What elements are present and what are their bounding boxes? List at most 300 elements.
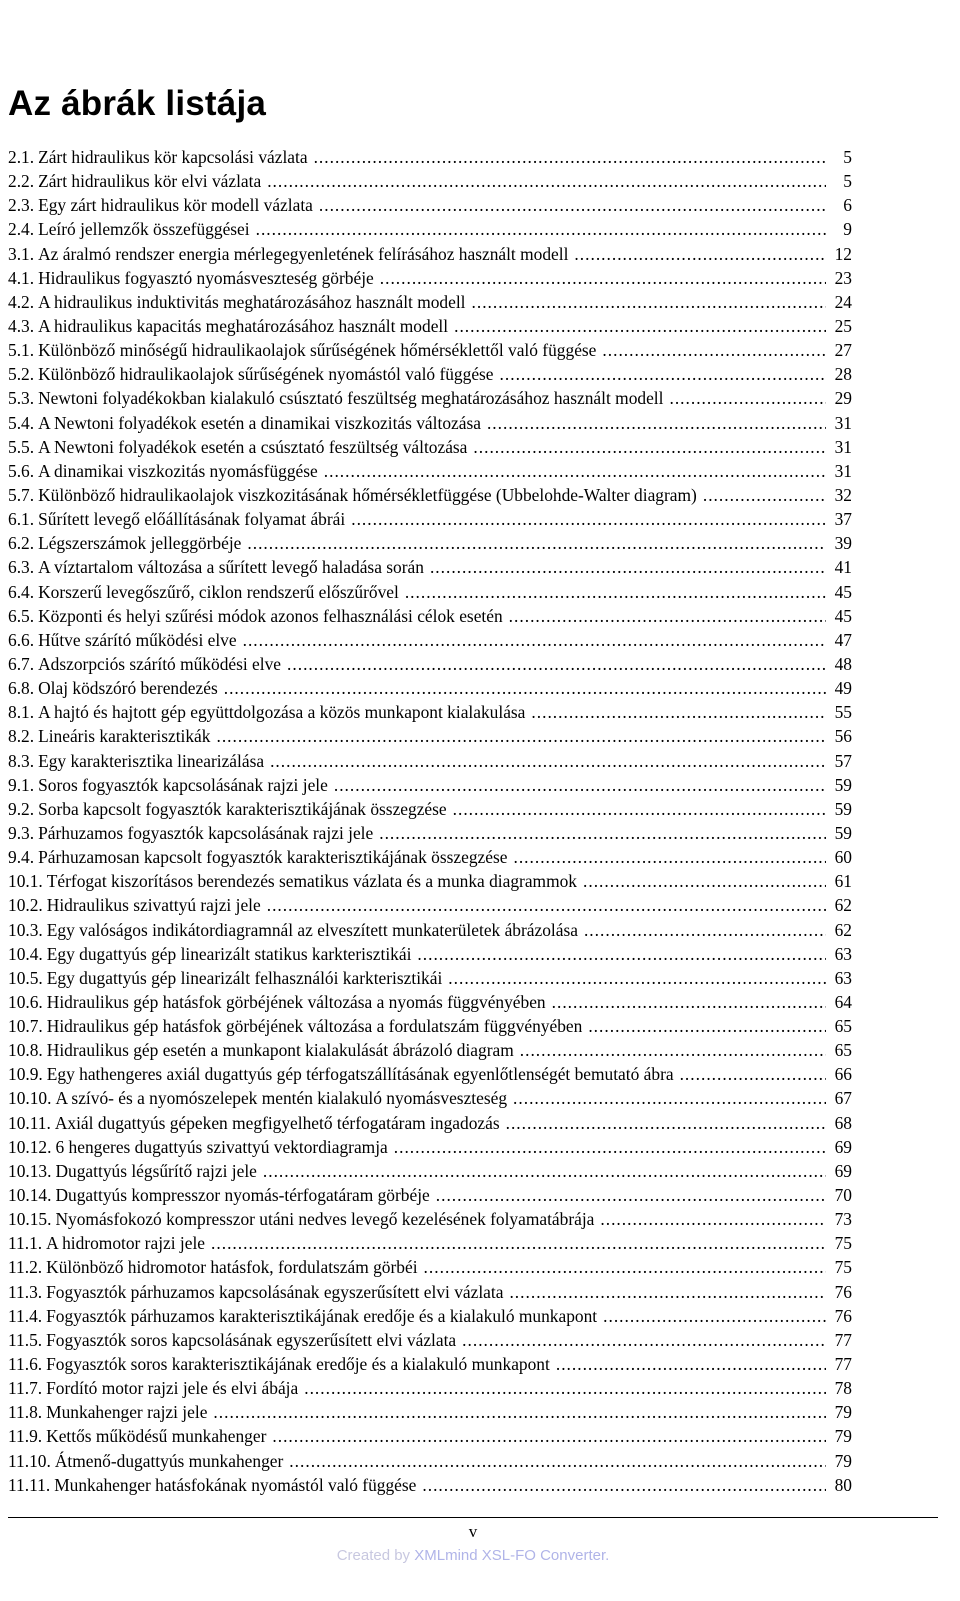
figure-list-entry[interactable] [8, 1207, 852, 1231]
figure-list-entry[interactable] [8, 797, 852, 821]
dot-leader [213, 1400, 826, 1424]
figure-list-entry[interactable] [8, 1038, 852, 1062]
figure-entry-label [8, 386, 663, 410]
figure-number: 11.4. [8, 1305, 43, 1326]
figure-number: 9.1. [8, 774, 35, 795]
figure-page-number: 23 [834, 267, 852, 288]
dot-leader [600, 1207, 826, 1231]
figure-list-entry[interactable] [8, 628, 852, 652]
figure-page-number: 5 [843, 171, 852, 192]
figure-title: Egy valóságos indikátordiagramnál az elveszített munkaterületek ábrázolása [46, 919, 578, 940]
figure-list-entry[interactable] [8, 459, 852, 483]
figure-entry-label [8, 1280, 503, 1304]
figure-page-number: 56 [834, 726, 852, 747]
figure-title: Adszorpciós szárító működési elve [38, 653, 282, 674]
dot-leader [267, 893, 826, 917]
figure-number: 9.3. [8, 822, 35, 843]
figure-list-entry[interactable] [8, 773, 852, 797]
figure-entry-label [8, 918, 578, 942]
figure-entry-label [8, 1304, 597, 1328]
figure-title: Fogyasztók soros karakterisztikájának eredője és a kialakuló munkapont [46, 1354, 550, 1375]
figure-number: 5.5. [8, 436, 35, 457]
figure-number: 10.8. [8, 1040, 43, 1061]
figure-number: 10.1. [8, 871, 43, 892]
figure-number: 10.15. [8, 1209, 52, 1230]
figure-entry-label [8, 1207, 594, 1231]
figure-page-number: 55 [834, 702, 852, 723]
figure-entry-label [8, 483, 697, 507]
figure-number: 10.14. [8, 1185, 52, 1206]
figure-title: Párhuzamos fogyasztók kapcsolásának rajzi jele [38, 822, 374, 843]
figure-title: Hidraulikus gép hatásfok görbéjének változása a fordulatszám függvényében [46, 1016, 583, 1037]
figure-page-number: 45 [834, 605, 852, 626]
figure-page-number: 32 [834, 484, 852, 505]
figure-title: Különböző minőségű hidraulikaolajok sűrűségének hőmérséklettől való függése [38, 340, 597, 361]
figure-list-entry[interactable] [8, 1449, 852, 1473]
figure-entry-label [8, 821, 373, 845]
footer-credit-prefix: Created by [336, 1547, 415, 1564]
figure-entry-label [8, 700, 525, 724]
figure-number: 10.3. [8, 919, 43, 940]
dot-leader [472, 290, 826, 314]
dot-leader [473, 435, 826, 459]
figure-page-number: 79 [834, 1402, 852, 1423]
dot-leader [556, 1352, 826, 1376]
figure-number: 6.2. [8, 533, 35, 554]
figure-title: Központi és helyi szűrési módok azonos felhasználási célok esetén [38, 605, 503, 626]
figure-entry-label [8, 362, 494, 386]
figure-number: 11.7. [8, 1378, 43, 1399]
figure-list-entry[interactable] [8, 580, 852, 604]
footer-credit-brand-link[interactable]: XMLmind XSL-FO Converter. [414, 1547, 610, 1564]
figure-list-entry[interactable] [8, 145, 852, 169]
figure-number: 10.10. [8, 1088, 52, 1109]
figure-title: Légszerszámok jelleggörbéje [38, 533, 242, 554]
figure-page-number: 47 [834, 629, 852, 650]
figure-title: Egy hathengeres axiál dugattyús gép térfogatszállításának egyenlőtlenségét bemutató ábra [46, 1064, 674, 1085]
figure-page-number: 27 [834, 340, 852, 361]
figure-entry-label [8, 555, 424, 579]
figure-page-number: 77 [834, 1329, 852, 1350]
figure-number: 6.5. [8, 605, 35, 626]
figure-page-number: 9 [843, 219, 852, 240]
figure-number: 10.12. [8, 1136, 52, 1157]
figure-entry-label [8, 1062, 674, 1086]
figure-title: Sűrített levegő előállításának folyamat ábrái [38, 509, 346, 530]
figure-list-entry[interactable] [8, 1014, 852, 1038]
figure-entry-label [8, 169, 261, 193]
figure-entry-label [8, 266, 374, 290]
dot-leader [216, 724, 826, 748]
figure-number: 5.6. [8, 460, 35, 481]
figure-number: 2.2. [8, 171, 35, 192]
figure-number: 10.4. [8, 943, 43, 964]
figure-list-entry[interactable] [8, 169, 852, 193]
figure-title: Egy dugattyús gép linearizált felhasználói karkterisztikái [46, 967, 443, 988]
figure-list-entry[interactable] [8, 604, 852, 628]
figure-entry-label [8, 604, 503, 628]
figure-list-entry[interactable] [8, 1473, 852, 1497]
figure-page-number: 5 [843, 147, 852, 167]
figure-number: 2.3. [8, 195, 35, 216]
figure-entry-label [8, 1111, 500, 1135]
figure-number: 11.3. [8, 1281, 43, 1302]
figure-number: 5.2. [8, 364, 35, 385]
dot-leader [263, 1159, 826, 1183]
figure-entry-label [8, 749, 264, 773]
figure-entry-label [8, 1255, 418, 1279]
figure-number: 8.3. [8, 750, 35, 771]
dot-leader [680, 1062, 826, 1086]
figure-page-number: 12 [834, 243, 852, 264]
page-title: Az ábrák listája [8, 84, 267, 123]
dot-leader [509, 604, 826, 628]
figure-list-entry[interactable] [8, 314, 852, 338]
figure-number: 11.1. [8, 1233, 43, 1254]
figure-number: 9.2. [8, 798, 35, 819]
figure-list-entry[interactable] [8, 893, 852, 917]
figure-title: Különböző hidromotor hatásfok, fordulatszám görbéi [46, 1257, 418, 1278]
figure-page-number: 59 [834, 798, 852, 819]
figure-page-number: 68 [834, 1112, 852, 1133]
figure-number: 5.7. [8, 484, 35, 505]
figure-page-number: 31 [834, 412, 852, 433]
figure-page-number: 67 [834, 1088, 852, 1109]
figure-entry-label [8, 652, 281, 676]
figure-entry-label [8, 845, 507, 869]
figure-number: 10.13. [8, 1160, 52, 1181]
figure-number: 10.5. [8, 967, 43, 988]
figure-page-number: 66 [834, 1064, 852, 1085]
figure-page-number: 79 [834, 1426, 852, 1447]
dot-leader [243, 628, 826, 652]
dot-leader [669, 386, 826, 410]
figure-list-entry[interactable] [8, 193, 852, 217]
dot-leader [270, 749, 826, 773]
figure-page-number: 62 [834, 895, 852, 916]
dot-leader [453, 797, 826, 821]
figure-list-entry[interactable] [8, 700, 852, 724]
dot-leader [405, 580, 826, 604]
figure-entry-label [8, 628, 237, 652]
figure-list-entry[interactable] [8, 1280, 852, 1304]
figure-page-number: 25 [834, 315, 852, 336]
figure-number: 11.11. [8, 1474, 51, 1495]
figure-title: Fogyasztók párhuzamos karakterisztikájának eredője és a kialakuló munkapont [46, 1305, 598, 1326]
figure-number: 10.9. [8, 1064, 43, 1085]
figure-page-number: 78 [834, 1378, 852, 1399]
figure-number: 10.7. [8, 1016, 43, 1037]
figure-title: Leíró jellemzők összefüggései [38, 219, 250, 240]
figure-list-entry[interactable] [8, 1183, 852, 1207]
dot-leader [380, 266, 826, 290]
figure-title: Egy karakterisztika linearizálása [38, 750, 265, 771]
dot-leader [436, 1183, 826, 1207]
figure-number: 10.11. [8, 1112, 51, 1133]
figure-list-entry[interactable] [8, 869, 852, 893]
figure-page-number: 48 [834, 653, 852, 674]
dot-leader [351, 507, 826, 531]
figure-list-entry[interactable] [8, 1304, 852, 1328]
dot-leader [424, 1255, 826, 1279]
figure-list-entry[interactable] [8, 918, 852, 942]
dot-leader [584, 918, 826, 942]
figure-page-number: 79 [834, 1450, 852, 1471]
figure-entry-label [8, 338, 596, 362]
figure-title: Dugattyús légsűrítő rajzi jele [55, 1160, 257, 1181]
dot-leader [334, 773, 826, 797]
figure-number: 11.9. [8, 1426, 43, 1447]
figure-list-entry[interactable] [8, 1231, 852, 1255]
figure-title: A hajtó és hajtott gép együttdolgozása a közös munkapont kialakulása [38, 702, 526, 723]
figure-page-number: 31 [834, 436, 852, 457]
figure-page-number: 65 [834, 1040, 852, 1061]
figure-title: Az áralmó rendszer energia mérlegegyenletének felírásához használt modell [38, 243, 569, 264]
figure-entry-label [8, 580, 399, 604]
figure-list-entry[interactable] [8, 1062, 852, 1086]
footer-credit [0, 1547, 946, 1564]
dot-leader [513, 845, 826, 869]
figure-entry-label [8, 1400, 207, 1424]
figure-number: 4.1. [8, 267, 35, 288]
figure-entry-label [8, 676, 218, 700]
figure-list-entry[interactable] [8, 1424, 852, 1448]
figure-page-number: 76 [834, 1305, 852, 1326]
figure-entry-label [8, 1376, 298, 1400]
figure-number: 11.6. [8, 1354, 43, 1375]
figure-list-entry[interactable] [8, 749, 852, 773]
figure-number: 6.7. [8, 653, 35, 674]
figure-page-number: 60 [834, 847, 852, 868]
figure-entry-label [8, 314, 448, 338]
figure-title: A víztartalom változása a sűrített levegő haladása során [38, 557, 424, 578]
figure-entry-label [8, 773, 328, 797]
figure-entry-label [8, 1352, 550, 1376]
dot-leader [379, 821, 826, 845]
figure-entry-label [8, 1086, 507, 1110]
figure-entry-label [8, 1014, 582, 1038]
figure-list-entry[interactable] [8, 507, 852, 531]
figure-entry-label [8, 145, 308, 169]
figure-title: Hidraulikus fogyasztó nyomásveszteség görbéje [38, 267, 374, 288]
figure-number: 11.10. [8, 1450, 51, 1471]
figure-number: 10.2. [8, 895, 43, 916]
figure-title: Hidraulikus szivattyú rajzi jele [46, 895, 261, 916]
dot-leader [454, 314, 826, 338]
dot-leader [603, 1304, 826, 1328]
figure-list-entry[interactable] [8, 1328, 852, 1352]
figure-title: Különböző hidraulikaolajok sűrűségének nyomástól való függése [38, 364, 494, 385]
dot-leader [319, 193, 826, 217]
figure-entry-label [8, 869, 577, 893]
figure-title: Kettős működésű munkahenger [46, 1426, 267, 1447]
figure-page-number: 77 [834, 1354, 852, 1375]
figure-entry-label [8, 1183, 430, 1207]
figure-title: Átmenő-dugattyús munkahenger [54, 1450, 284, 1471]
figure-title: A dinamikai viszkozitás nyomásfüggése [38, 460, 318, 481]
figure-list-entry[interactable] [8, 676, 852, 700]
figure-number: 6.3. [8, 557, 35, 578]
figure-list-entry[interactable] [8, 1111, 852, 1135]
figure-list-entry[interactable] [8, 990, 852, 1014]
dot-leader [513, 1086, 826, 1110]
figure-title: A hidraulikus induktivitás meghatározásához használt modell [38, 291, 466, 312]
figure-page-number: 31 [834, 460, 852, 481]
figure-title: Fogyasztók soros kapcsolásának egyszerűsített elvi vázlata [46, 1329, 457, 1350]
figure-entry-label [8, 966, 442, 990]
dot-leader [430, 555, 826, 579]
figure-list-entry[interactable] [8, 555, 852, 579]
figure-list-entry[interactable] [8, 1400, 852, 1424]
figure-list-entry[interactable] [8, 266, 852, 290]
dot-leader [287, 652, 826, 676]
figure-list-entry[interactable] [8, 1086, 852, 1110]
figure-list-entry[interactable] [8, 411, 852, 435]
figure-entry-label [8, 411, 481, 435]
dot-leader [500, 362, 826, 386]
figure-entry-label [8, 507, 345, 531]
figure-number: 6.1. [8, 509, 35, 530]
dot-leader [574, 242, 826, 266]
figure-list-entry[interactable] [8, 652, 852, 676]
figure-list-entry[interactable] [8, 1376, 852, 1400]
figure-number: 8.2. [8, 726, 35, 747]
figure-list-entry[interactable] [8, 242, 852, 266]
figure-title: Zárt hidraulikus kör kapcsolási vázlata [38, 147, 308, 167]
figure-title: A Newtoni folyadékok esetén a dinamikai viszkozitás változása [38, 412, 481, 433]
figure-title: A hidraulikus kapacitás meghatározásához használt modell [38, 315, 449, 336]
dot-leader [506, 1111, 826, 1135]
figure-list-entry[interactable] [8, 724, 852, 748]
figure-list-entry[interactable] [8, 1135, 852, 1159]
figure-page-number: 63 [834, 967, 852, 988]
figure-list-entry[interactable] [8, 1352, 852, 1376]
figure-page-number: 29 [834, 388, 852, 409]
figure-list-entry[interactable] [8, 942, 852, 966]
figure-title: Nyomásfokozó kompresszor utáni nedves levegő kezelésének folyamatábrája [55, 1209, 595, 1230]
footer-divider [8, 1517, 938, 1518]
dot-leader [289, 1449, 826, 1473]
figure-entry-label [8, 990, 546, 1014]
figure-entry-label [8, 531, 241, 555]
dot-leader [583, 869, 826, 893]
figure-entry-label [8, 1231, 205, 1255]
figure-page-number: 75 [834, 1233, 852, 1254]
figure-title: Hűtve szárító működési elve [38, 629, 237, 650]
dot-leader [247, 531, 826, 555]
figure-page-number: 80 [834, 1474, 852, 1495]
figure-number: 11.2. [8, 1257, 43, 1278]
footer-page-number: v [468, 1522, 478, 1541]
figure-number: 2.1. [8, 147, 35, 167]
figure-list-entry[interactable] [8, 362, 852, 386]
figure-title: Soros fogyasztók kapcsolásának rajzi jele [38, 774, 328, 795]
figure-entry-label [8, 1473, 416, 1497]
figure-title: Olaj ködszóró berendezés [38, 678, 218, 699]
figure-page-number: 62 [834, 919, 852, 940]
figure-title: Egy dugattyús gép linearizált statikus karkterisztikái [46, 943, 412, 964]
figure-title: Hidraulikus gép hatásfok görbéjének változása a nyomás függvényében [46, 991, 546, 1012]
figure-list-entry[interactable] [8, 821, 852, 845]
dot-leader [588, 1014, 826, 1038]
figure-number: 10.6. [8, 991, 43, 1012]
figure-number: 4.2. [8, 291, 35, 312]
dot-leader [224, 676, 826, 700]
figure-number: 5.4. [8, 412, 35, 433]
figure-list-entry[interactable] [8, 290, 852, 314]
figure-list-entry[interactable] [8, 217, 852, 241]
figure-list [8, 145, 852, 1497]
dot-leader [448, 966, 826, 990]
figure-entry-label [8, 459, 318, 483]
figure-entry-label [8, 797, 447, 821]
figure-title: Munkahenger hatásfokának nyomástól való függése [54, 1474, 417, 1495]
figure-page-number: 45 [834, 581, 852, 602]
figure-title: Lineáris karakterisztikák [38, 726, 211, 747]
figure-entry-label [8, 1449, 283, 1473]
dot-leader [304, 1376, 826, 1400]
figure-list-entry[interactable] [8, 386, 852, 410]
dot-leader [552, 990, 826, 1014]
figure-page-number: 65 [834, 1016, 852, 1037]
figure-title: 6 hengeres dugattyús szivattyú vektordiagramja [55, 1136, 388, 1157]
figure-list-entry[interactable] [8, 531, 852, 555]
figure-list-entry[interactable] [8, 338, 852, 362]
figure-list-entry[interactable] [8, 845, 852, 869]
figure-page-number: 57 [834, 750, 852, 771]
figure-number: 3.1. [8, 243, 35, 264]
figure-list-entry[interactable] [8, 1255, 852, 1279]
figure-number: 11.8. [8, 1402, 43, 1423]
figure-list-entry[interactable] [8, 966, 852, 990]
figure-page-number: 6 [843, 195, 852, 216]
figure-entry-label [8, 242, 568, 266]
figure-number: 6.4. [8, 581, 35, 602]
figure-entry-label [8, 290, 466, 314]
figure-page-number: 61 [834, 871, 852, 892]
figure-entry-label [8, 1328, 456, 1352]
dot-leader [602, 338, 826, 362]
figure-entry-label [8, 893, 261, 917]
figure-entry-label [8, 724, 210, 748]
figure-title: Newtoni folyadékokban kialakuló csúsztató feszültség meghatározásához használt modell [38, 388, 664, 409]
dot-leader [394, 1135, 826, 1159]
figure-title: A szívó- és a nyomószelepek mentén kialakuló nyomásveszteség [55, 1088, 508, 1109]
figure-page-number: 24 [834, 291, 852, 312]
figure-entry-label [8, 193, 313, 217]
figure-list-entry[interactable] [8, 435, 852, 459]
figure-number: 6.6. [8, 629, 35, 650]
dot-leader [462, 1328, 826, 1352]
figure-page-number: 41 [834, 557, 852, 578]
figure-entry-label [8, 1135, 388, 1159]
figure-page-number: 59 [834, 774, 852, 795]
figure-title: Fogyasztók párhuzamos kapcsolásának egyszerűsített elvi vázlata [46, 1281, 504, 1302]
figure-number: 4.3. [8, 315, 35, 336]
figure-entry-label [8, 942, 411, 966]
figure-entry-label [8, 1038, 514, 1062]
figure-list-entry[interactable] [8, 483, 852, 507]
figure-list-entry[interactable] [8, 1159, 852, 1183]
figure-page-number: 28 [834, 364, 852, 385]
dot-leader [531, 700, 826, 724]
dot-leader [324, 459, 826, 483]
dot-leader [211, 1231, 826, 1255]
figure-entry-label [8, 217, 250, 241]
dot-leader [272, 1424, 826, 1448]
figure-title: Hidraulikus gép esetén a munkapont kialakulását ábrázoló diagram [46, 1040, 514, 1061]
dot-leader [509, 1280, 826, 1304]
